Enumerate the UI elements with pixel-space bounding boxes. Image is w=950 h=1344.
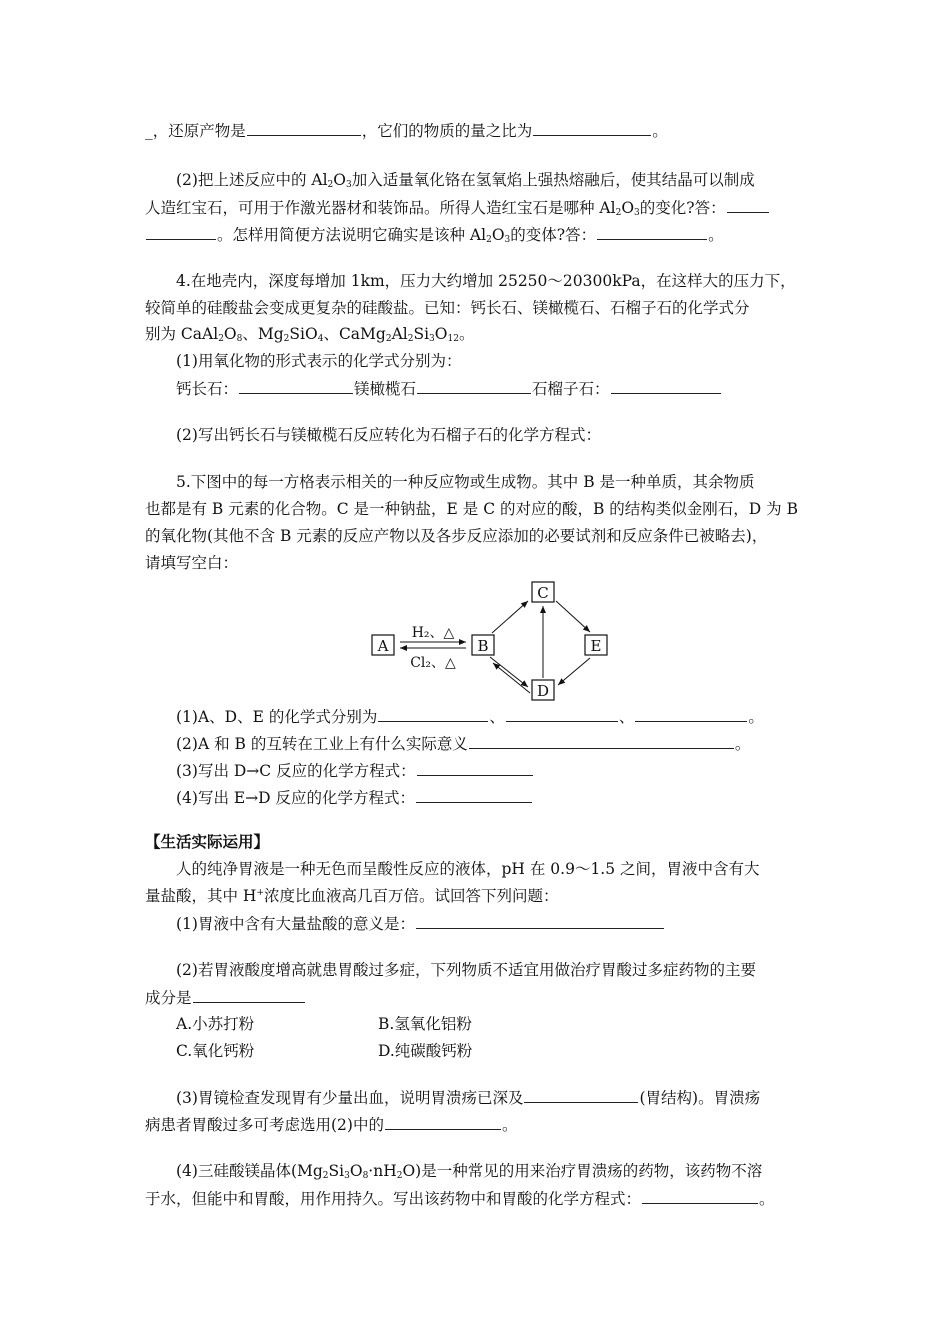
text: (1)胃液中含有大量盐酸的意义是：	[176, 915, 415, 933]
text: 镁橄榄石	[354, 380, 417, 398]
q5-part2	[176, 733, 750, 754]
text: (3)写出 D→C 反应的化学方程式：	[176, 762, 416, 780]
text: ，它们的物质的量之比为	[361, 122, 533, 140]
text: Al	[391, 325, 408, 343]
text: Si	[328, 1162, 345, 1180]
label-c: C	[537, 584, 549, 602]
text: 病患者胃酸过多可考虑选用(2)中的	[145, 1116, 384, 1134]
label-d: D	[536, 682, 550, 700]
subscript: 3	[346, 180, 352, 190]
text: 。怎样用简便方法说明它确实是该种 Al	[217, 226, 487, 244]
text: 、	[618, 708, 635, 726]
subscript: 3	[344, 1171, 350, 1181]
arrow-b-to-c	[492, 601, 528, 633]
answer-blank[interactable]	[193, 987, 305, 1003]
label-h2-heat: H₂、△	[411, 625, 455, 641]
life-part2-line1: (2)若胃液酸度增高就患胃酸过多症，下列物质不适宜用做治疗胃酸过多症药物的主要	[176, 961, 756, 979]
subscript: 2	[385, 334, 392, 344]
text: 成分是	[145, 989, 192, 1007]
answer-blank[interactable]	[417, 760, 533, 776]
text: SiO	[289, 325, 318, 343]
text: O	[223, 325, 237, 343]
subscript: 3	[504, 235, 511, 245]
answer-blank[interactable]	[385, 1114, 501, 1130]
answer-blank[interactable]	[146, 224, 216, 240]
text: 、	[489, 708, 505, 726]
text: 。	[759, 1190, 775, 1208]
subscript: 2	[322, 1171, 329, 1181]
q5-part3	[176, 760, 534, 781]
q5-line4: 请填写空白：	[145, 554, 239, 572]
text: O	[434, 325, 448, 343]
subscript: 2	[615, 208, 622, 218]
answer-blank[interactable]	[416, 913, 664, 929]
section-heading: 【生活实际运用】	[145, 833, 270, 851]
q4-part2-prompt: (2)写出钙长石与镁橄榄石反应转化为石榴子石的化学方程式：	[176, 426, 601, 444]
text: 量盐酸，其中 H	[145, 887, 257, 905]
text: O	[349, 1162, 363, 1180]
text: 别为 CaAl	[145, 325, 219, 343]
text: 人造红宝石，可用于作激光器材和装饰品。所得人造红宝石是哪种 Al	[145, 199, 616, 217]
life-part3-line1	[176, 1087, 760, 1108]
text: 于水，但能中和胃酸，用作用持久。写出该药物中和胃酸的化学方程式：	[145, 1190, 642, 1208]
answer-blank[interactable]	[239, 378, 353, 394]
text: (4)写出 E→D 反应的化学方程式：	[176, 789, 416, 807]
option-b[interactable]: B.氢氧化铝粉	[378, 1015, 472, 1033]
text: 。	[734, 735, 751, 753]
subscript: 2	[327, 180, 334, 190]
label-cl2-heat: Cl₂、△	[410, 655, 456, 671]
text: O	[491, 226, 505, 244]
subscript: 2	[407, 334, 414, 344]
subscript: 12	[447, 334, 459, 344]
text: 。	[501, 1116, 518, 1134]
text: 。	[458, 325, 475, 343]
text: 、CaMg	[323, 325, 386, 343]
label-e: E	[590, 637, 602, 655]
subscript: 8	[236, 334, 243, 344]
text: 。	[708, 226, 724, 244]
answer-blank[interactable]	[506, 706, 618, 722]
subscript: 3	[429, 334, 435, 344]
text: 的变体?答：	[510, 226, 597, 244]
superscript: +	[256, 888, 264, 898]
life-part2-line2	[145, 987, 306, 1008]
label-a: A	[377, 637, 389, 655]
text: (1)A、D、E 的化学式分别为	[176, 708, 378, 726]
text: 钙长石：	[176, 380, 239, 398]
q3-part2-line3	[145, 224, 724, 245]
reaction-diagram	[360, 575, 620, 710]
text: O	[333, 171, 346, 189]
subscript: 2	[283, 334, 290, 344]
option-c[interactable]: C.氧化钙粉	[176, 1042, 255, 1060]
subscript: 2	[396, 1171, 403, 1181]
text: (3)胃镜检查发现胃有少量出血，说明胃溃疡已深及	[176, 1089, 524, 1107]
answer-blank[interactable]	[378, 706, 488, 722]
arrow-e-to-d	[558, 658, 590, 685]
answer-blank[interactable]	[727, 197, 769, 213]
text: O	[621, 199, 635, 217]
q3-part2-line2	[145, 197, 770, 218]
text: O)是一种常见的用来治疗胃溃疡的药物，该药物不溶	[402, 1162, 763, 1180]
answer-blank[interactable]	[524, 1087, 638, 1103]
option-a[interactable]: A.小苏打粉	[176, 1015, 255, 1033]
q5-line2: 也都是有 B 元素的化合物。C 是一种钠盐，E 是 C 的对应的酸，B 的结构类似金刚石，D 为 B	[145, 500, 798, 518]
q5-part1	[176, 706, 764, 727]
q4-part1-prompt: (1)用氧化物的形式表示的化学式分别为：	[176, 352, 462, 370]
text: (4)三硅酸镁晶体(Mg	[176, 1162, 323, 1180]
subscript: 8	[362, 1171, 369, 1181]
q5-part4	[176, 787, 533, 808]
life-part4-line2	[145, 1188, 775, 1209]
subscript: 2	[218, 334, 224, 344]
answer-blank[interactable]	[416, 787, 532, 803]
text: 的变化?答：	[639, 199, 726, 217]
q3-part2-line1	[176, 170, 755, 190]
q4-line3	[145, 324, 474, 344]
q4-part1-answers	[176, 378, 722, 399]
text: ·nH	[368, 1162, 397, 1180]
arrow-c-to-e	[556, 601, 590, 632]
text: 石榴子石：	[532, 380, 610, 398]
label-b: B	[477, 637, 489, 655]
text: (2)把上述反应中的 Al	[176, 171, 328, 189]
answer-blank[interactable]	[597, 224, 707, 240]
answer-blank[interactable]	[417, 378, 531, 394]
answer-blank[interactable]	[533, 120, 651, 136]
life-intro-line1: 人的纯净胃液是一种无色而呈酸性反应的液体，pH 在 0.9～1.5 之间，胃液中含有大	[176, 860, 760, 878]
arrow-d-to-b	[493, 663, 530, 693]
answer-blank[interactable]	[469, 733, 734, 749]
answer-blank[interactable]	[635, 706, 747, 722]
subscript: 4	[317, 334, 324, 344]
text: Si	[413, 325, 430, 343]
q4-line1: 4.在地壳内，深度每增加 1km，压力大约增加 25250～20300kPa，在这样大的压力下，	[176, 272, 796, 290]
life-part4-line1	[176, 1161, 762, 1181]
answer-blank[interactable]	[247, 120, 361, 136]
text: (胃结构)。胃溃疡	[639, 1089, 761, 1107]
text: 、Mg	[242, 325, 284, 343]
text: (2)A 和 B 的互转在工业上有什么实际意义	[176, 735, 468, 753]
q5-line1: 5.下图中的每一方格表示相关的一种反应物或生成物。其中 B 是一种单质，其余物质	[176, 473, 755, 491]
text: _，还原产物是	[145, 122, 246, 140]
answer-blank[interactable]	[642, 1188, 758, 1204]
q4-line2: 较简单的硅酸盐会变成更复杂的硅酸盐。已知：钙长石、镁橄榄石、石榴子石的化学式分	[145, 299, 750, 317]
arrow-b-to-d	[490, 657, 528, 687]
text: 加入适量氧化铬在氢氧焰上强热熔融后，使其结晶可以制成	[351, 171, 755, 189]
q5-line3: 的氧化物(其他不含 B 元素的反应产物以及各步反应添加的必要试剂和反应条件已被略去)，	[145, 527, 768, 545]
text: 浓度比血液高几百万倍。试回答下列问题：	[264, 887, 559, 905]
text: 。	[652, 122, 668, 140]
life-part3-line2	[145, 1114, 517, 1135]
option-d[interactable]: D.纯碳酸钙粉	[378, 1042, 473, 1060]
q3-answer-line	[145, 120, 668, 141]
life-intro-line2	[145, 886, 559, 906]
subscript: 3	[634, 208, 640, 218]
text: 。	[748, 708, 764, 726]
answer-blank[interactable]	[611, 378, 721, 394]
life-part1	[176, 913, 665, 934]
subscript: 2	[486, 235, 492, 245]
